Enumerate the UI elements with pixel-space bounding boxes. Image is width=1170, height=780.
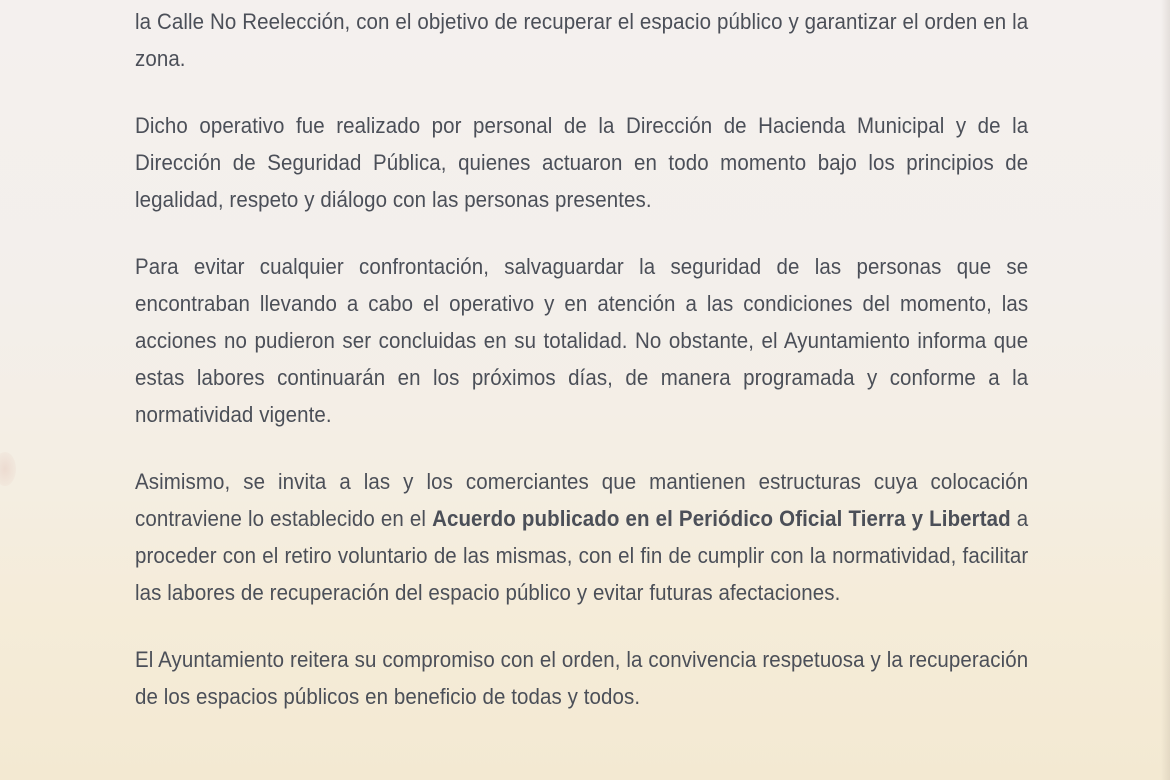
paragraph-closing-commitment [135,641,1028,715]
paragraph-street-recovery [135,3,1028,77]
paragraph-text: Dicho operativo fue realizado por personal de la Dirección de Hacienda Municipal y de la Dirección de Seguridad Pública, quienes actuaron en todo momento bajo los principios de legalidad, respeto y diálogo con las personas presentes. [135,113,1029,212]
paragraph-voluntary-removal [135,463,1028,611]
paragraph-text: la Calle No Reelección, con el objetivo de recuperar el espacio público y garantizar el orden en la zona. [135,9,1029,71]
page-edge-shadow [1161,0,1170,780]
paragraph-operative-personnel [135,107,1028,218]
document-body [135,3,1028,715]
paragraph-text: Asimismo, se invita a las y los comerciantes que mantienen estructuras cuya colocación contraviene lo establecido en el [135,469,1029,531]
paragraph-safety-continuation [135,248,1028,433]
paragraph-text: Para evitar cualquier confrontación, salvaguardar la seguridad de las personas que se encontraban llevando a cabo el operativo y en atención a las condiciones del momento, las acciones no pudieron ser concluidas en su totalidad. No obstante, el Ayuntamiento informa que estas labores continuarán en los próximos días, de manera programada y conforme a la normatividad vigente. [135,254,1029,427]
left-margin-smudge [0,452,16,486]
paragraph-text-bold-official-gazette: Acuerdo publicado en el Periódico Oficial Tierra y Libertad [432,506,1011,531]
paragraph-text: El Ayuntamiento reitera su compromiso con el orden, la convivencia respetuosa y la recuperación de los espacios públicos en beneficio de todas y todos. [135,647,1029,709]
paragraph-text: a proceder con el retiro voluntario de las mismas, con el fin de cumplir con la normatividad, facilitar las labores de recuperación del espacio público y evitar futuras afectaciones. [135,506,1029,605]
